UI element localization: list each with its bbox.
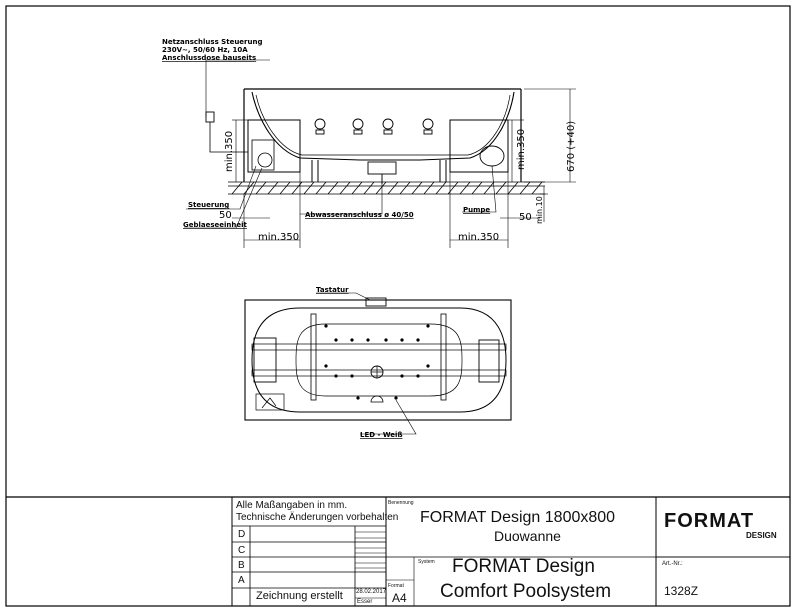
format-value: A4 bbox=[392, 591, 407, 605]
dim-bottom-right: min.350 bbox=[458, 232, 500, 243]
system-label: System bbox=[418, 559, 435, 565]
pump-label: Pumpe bbox=[463, 206, 491, 214]
jets-side bbox=[315, 119, 433, 134]
drain-label: Abwasseranschluss ø 40/50 bbox=[305, 211, 414, 219]
blower-unit bbox=[258, 153, 272, 167]
note-dimensions: Alle Maßangaben in mm. bbox=[236, 500, 348, 511]
format-label: Format bbox=[388, 583, 404, 589]
power-label-line3: Anschlussdose bauseits bbox=[162, 54, 257, 62]
control-unit-plan bbox=[254, 338, 276, 382]
artnr-label: Art.-Nr.: bbox=[662, 561, 683, 567]
rev-row-a: A bbox=[238, 575, 245, 586]
blower-label: Geblaeseeinheit bbox=[183, 221, 247, 229]
company-logo-sub: DESIGN bbox=[746, 531, 777, 540]
artnr-value: 1328Z bbox=[664, 584, 699, 598]
dim-bottom-left: min.350 bbox=[258, 232, 300, 243]
dim-gap-left: 50 bbox=[219, 210, 232, 221]
keypad-label: Tastatur bbox=[316, 286, 349, 294]
system-line1: FORMAT Design bbox=[452, 556, 595, 577]
rev-row-b: B bbox=[238, 560, 245, 571]
rev-row-d: D bbox=[238, 529, 246, 540]
control-label: Steuerung bbox=[188, 201, 230, 209]
drawing-author: Esser bbox=[357, 599, 373, 605]
control-unit bbox=[252, 140, 274, 170]
dim-left-height: min.350 bbox=[224, 130, 235, 172]
drawing-date: 28.02.2017 bbox=[356, 589, 387, 595]
note-changes: Technische Änderungen vorbehalten bbox=[236, 512, 399, 523]
led-light bbox=[371, 396, 383, 402]
power-socket bbox=[206, 112, 214, 122]
system-line2: Comfort Poolsystem bbox=[440, 581, 612, 602]
drain-fitting bbox=[368, 162, 396, 174]
dim-floor: min.10 bbox=[535, 196, 544, 224]
power-label-line2: 230V~, 50/60 Hz, 10A bbox=[162, 46, 248, 54]
designation-label: Benennung bbox=[388, 500, 414, 506]
plan-view bbox=[245, 293, 511, 434]
dim-total-height: 670 (+40) bbox=[566, 120, 577, 172]
drawing-created-label: Zeichnung erstellt bbox=[256, 590, 343, 602]
led-label: LED - Weiß bbox=[360, 431, 403, 439]
designation-line2: Duowanne bbox=[494, 528, 561, 544]
dim-right-height: min.350 bbox=[516, 128, 527, 170]
pump-unit bbox=[480, 146, 504, 166]
floor-hatching bbox=[228, 182, 545, 194]
company-logo: FORMAT bbox=[664, 510, 755, 532]
designation-line1: FORMAT Design 1800x800 bbox=[420, 509, 616, 526]
dim-gap-right: 50 bbox=[519, 212, 532, 223]
rev-row-c: C bbox=[238, 545, 246, 556]
jets-plan bbox=[324, 324, 429, 399]
power-label-line1: Netzanschluss Steuerung bbox=[162, 38, 263, 46]
